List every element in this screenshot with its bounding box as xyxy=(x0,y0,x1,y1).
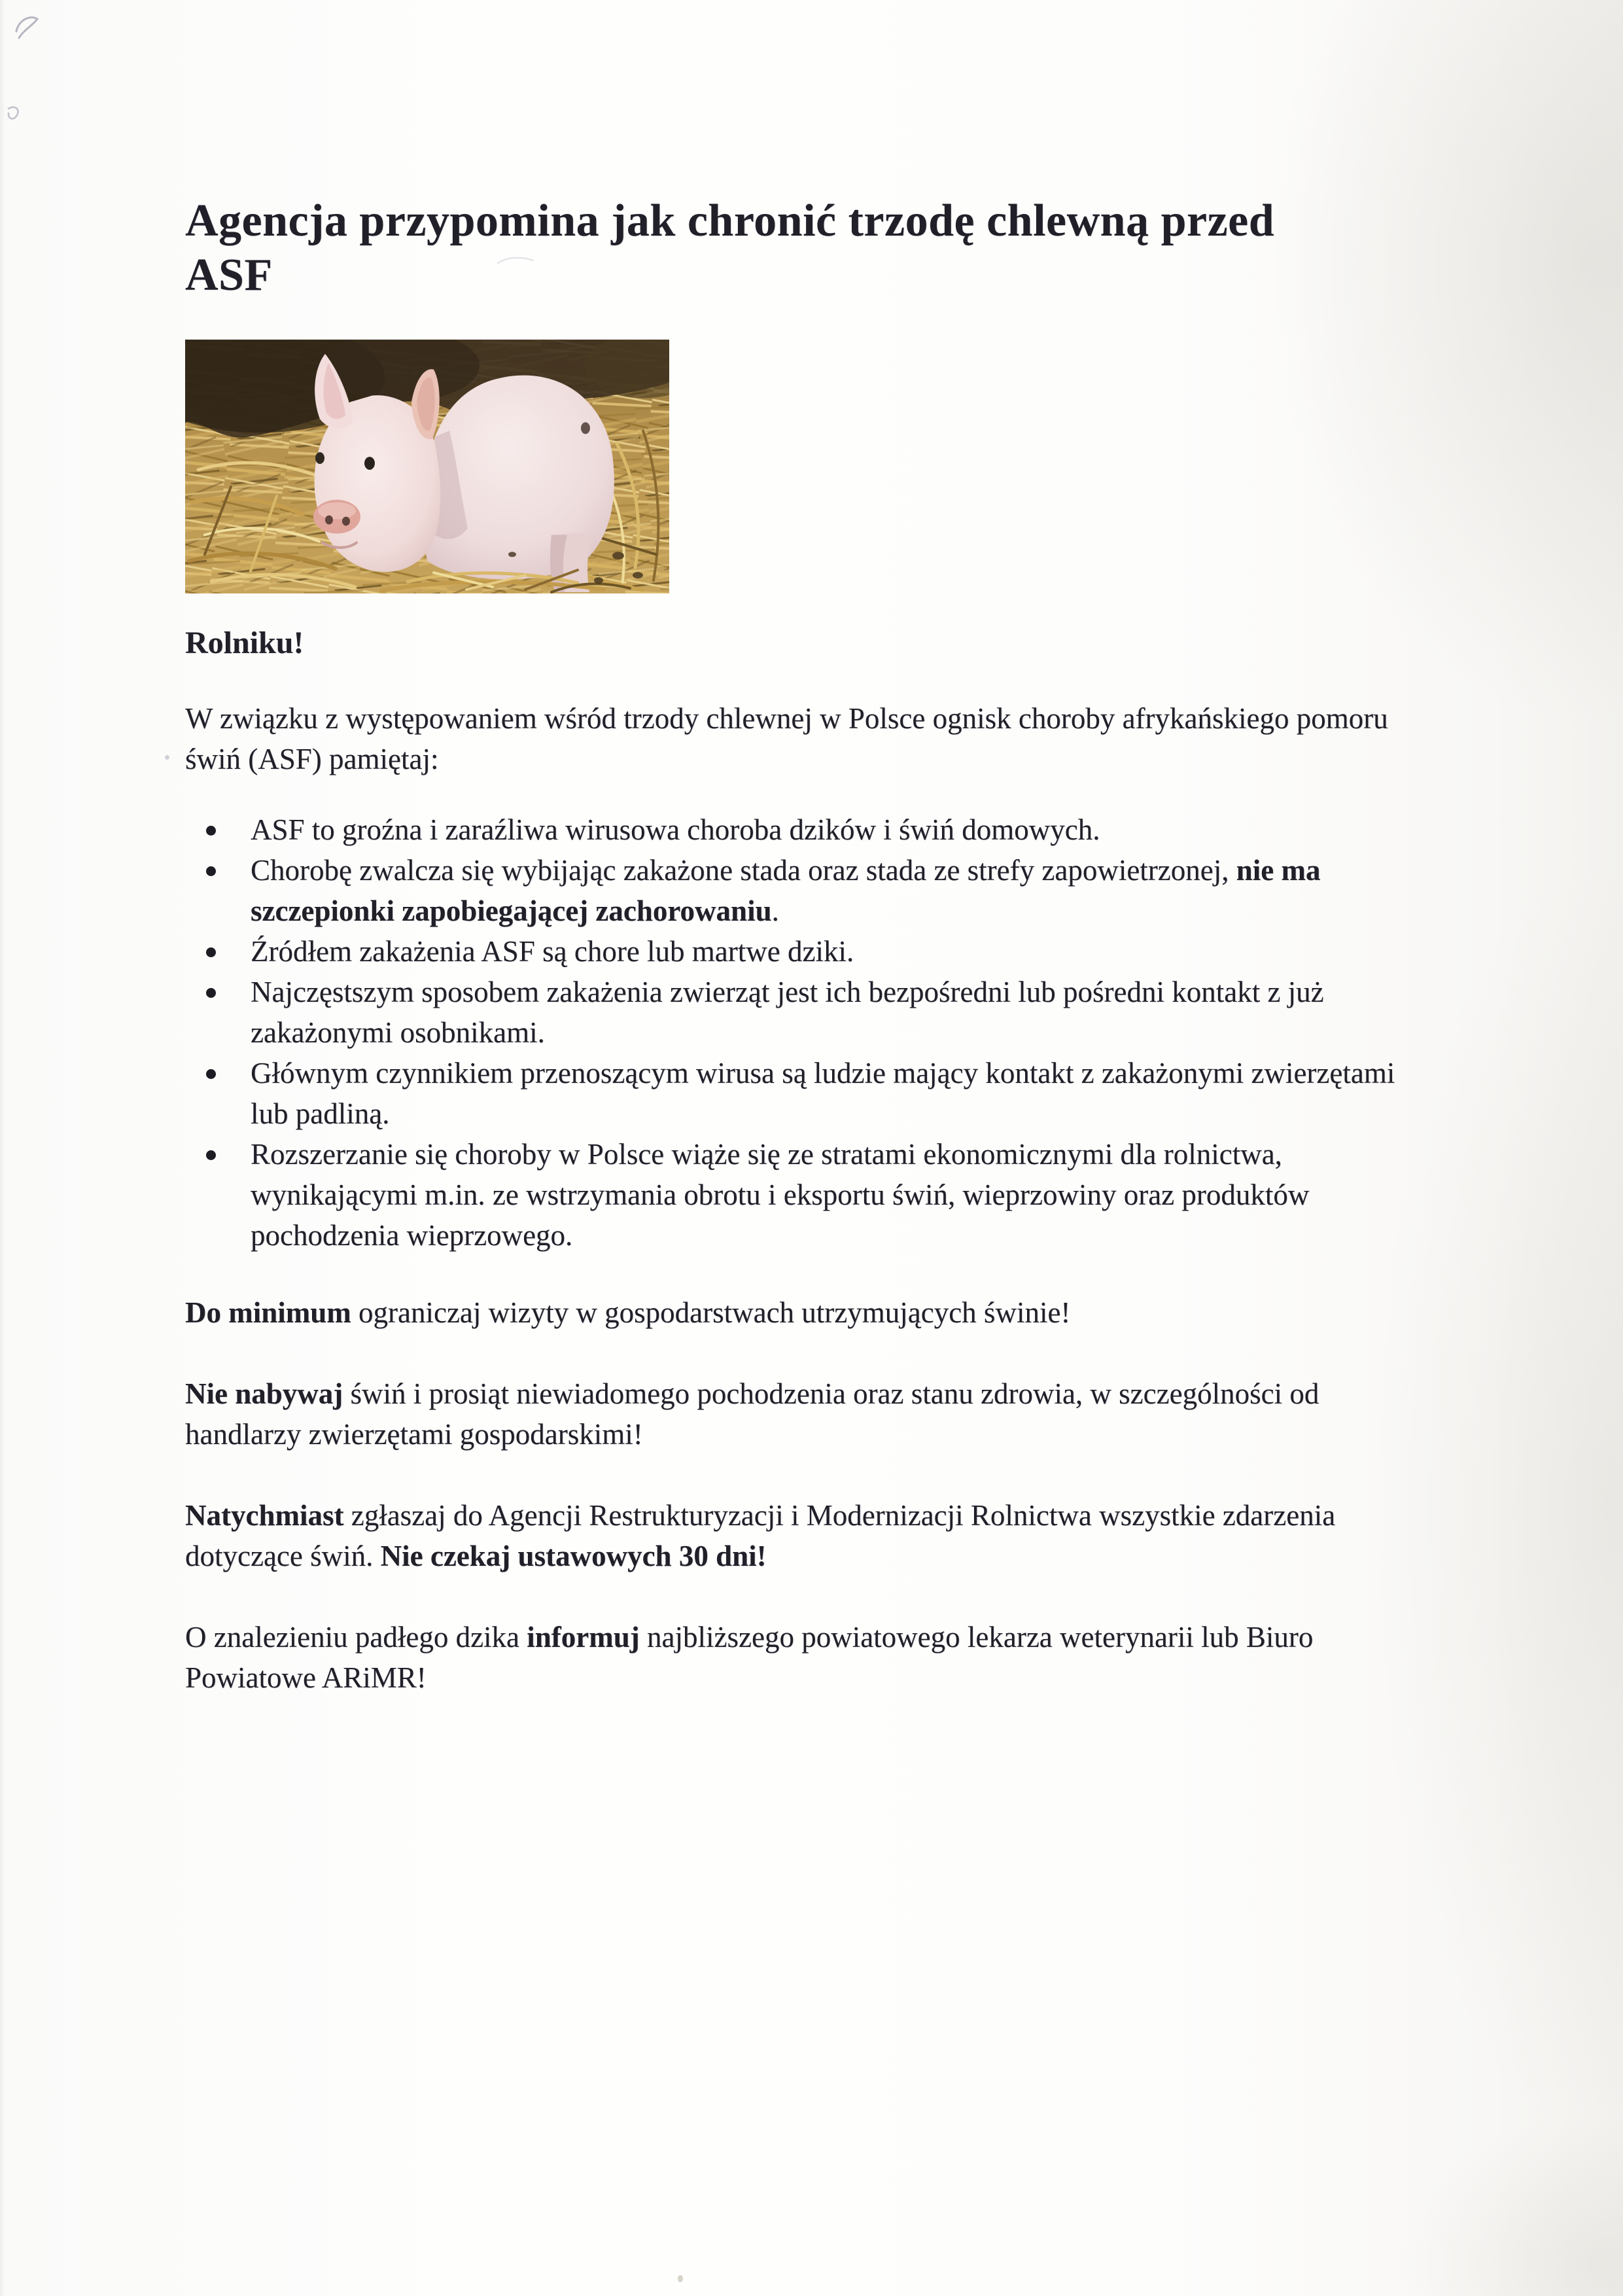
document-title xyxy=(185,194,1399,302)
bullet-item xyxy=(185,850,1399,931)
intro-paragraph: W związku z występowaniem wśród trzody chlewnej w Polsce ognisk choroby afrykańskiego pomoru świń (ASF) pamiętaj: xyxy=(185,702,1388,775)
bullet-item xyxy=(185,1053,1399,1134)
greeting: Rolniku! xyxy=(185,626,304,660)
title-line-1: Agencja przypomina jak chronić trzodę chlewną przed xyxy=(185,196,1275,246)
paragraph-o-znalezieniu: O znalezieniu padłego dzika informuj najbliższego powiatowego lekarza weterynarii lub Biuro Powiatowe ARiMR! xyxy=(185,1621,1314,1694)
bullet-item xyxy=(185,972,1399,1053)
pen-mark xyxy=(13,12,42,42)
paragraph-do-minimum: Do minimum ograniczaj wizyty w gospodarstwach utrzymujących świnie! xyxy=(185,1296,1071,1329)
bullet-item xyxy=(185,931,1399,972)
piglet-photo xyxy=(185,340,669,593)
bullet-text: Źródłem zakażenia ASF są chore lub martwe dziki. xyxy=(251,935,854,968)
paragraph-natychmiast: Natychmiast zgłaszaj do Agencji Restrukturyzacji i Modernizacji Rolnictwa wszystkie zdarzenia dotyczące świń. Nie czekaj ustawowych 30 dni! xyxy=(185,1499,1336,1572)
bullet-item xyxy=(185,809,1399,850)
scan-fleck xyxy=(678,2275,683,2282)
title-line-2: ASF xyxy=(185,250,273,300)
scan-fleck xyxy=(165,755,169,760)
bullet-text: Rozszerzanie się choroby w Polsce wiąże się ze stratami ekonomicznymi dla rolnictwa, wynikającymi m.in. ze wstrzymania obrotu i eksportu świń, wieprzowiny oraz produktów pochodzenia wieprzowego. xyxy=(251,1138,1310,1252)
pen-mark xyxy=(5,103,22,123)
paragraph-nie-nabywaj: Nie nabywaj świń i prosiąt niewiadomego pochodzenia oraz stanu zdrowia, w szczególności od handlarzy zwierzętami gospodarskimi! xyxy=(185,1377,1319,1451)
bullet-text: ASF to groźna i zaraźliwa wirusowa choroba dzików i świń domowych. xyxy=(251,813,1100,846)
bullet-text: Chorobę zwalcza się wybijając zakażone stada oraz stada ze strefy zapowietrzonej, nie ma szczepionki zapobiegającej zachorowaniu. xyxy=(251,854,1321,927)
bullet-item xyxy=(185,1134,1399,1256)
document-content xyxy=(185,194,1399,1698)
bullet-text: Głównym czynnikiem przenoszącym wirusa są ludzie mający kontakt z zakażonymi zwierzętami lub padliną. xyxy=(251,1057,1395,1130)
bullet-text: Najczęstszym sposobem zakażenia zwierząt jest ich bezpośredni lub pośredni kontakt z już zakażonymi osobnikami. xyxy=(251,976,1324,1049)
bullet-list xyxy=(185,809,1399,1256)
